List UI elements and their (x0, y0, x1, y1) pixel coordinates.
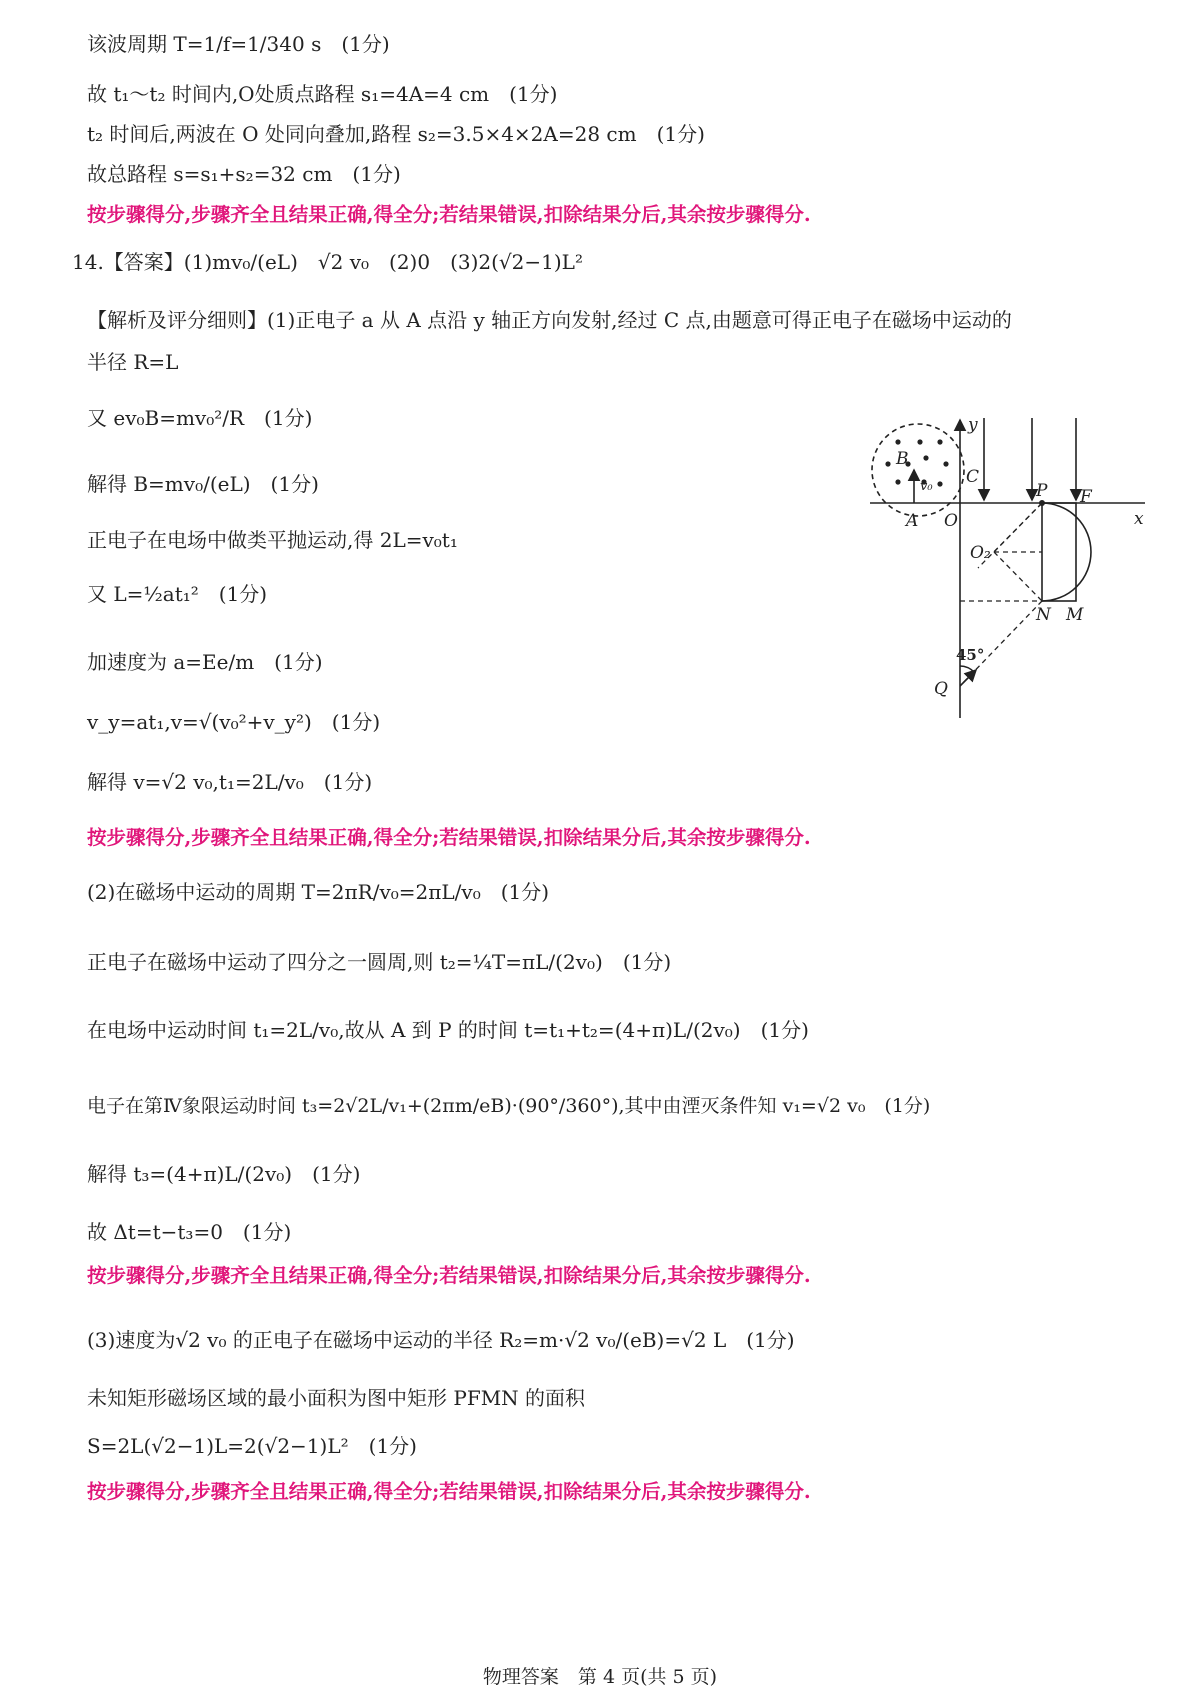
formula-line: 又 L=½at₁² (1分) (87, 582, 268, 606)
answer-line: 14.【答案】(1)mv₀/(eL) √2 v₀ (2)0 (3)2(√2−1)L² (72, 250, 583, 274)
analysis-heading: 【解析及评分细则】(1)正电子 a 从 A 点沿 y 轴正方向发射,经过 C 点,由题意可得正电子在磁场中运动的 (87, 308, 1012, 332)
label-angle: 45° (956, 646, 985, 664)
text-line: 正电子在电场中做类平抛运动,得 2L=v₀t₁ (87, 528, 458, 552)
text-line: 未知矩形磁场区域的最小面积为图中矩形 PFMN 的面积 (87, 1386, 586, 1410)
label-M: M (1066, 605, 1084, 625)
label-v0: v₀ (920, 479, 933, 494)
label-O: O (944, 511, 958, 531)
text-line: t₂ 时间后,两波在 O 处同向叠加,路程 s₂=3.5×4×2A=28 cm (1分) (87, 122, 705, 146)
scoring-note: 按步骤得分,步骤齐全且结果正确,得全分;若结果错误,扣除结果分后,其余按步骤得分. (87, 203, 811, 226)
physics-diagram (870, 418, 1150, 718)
scoring-note: 按步骤得分,步骤齐全且结果正确,得全分;若结果错误,扣除结果分后,其余按步骤得分. (87, 1264, 811, 1287)
label-B: B (896, 449, 909, 469)
label-A: A (906, 511, 919, 531)
scoring-note: 按步骤得分,步骤齐全且结果正确,得全分;若结果错误,扣除结果分后,其余按步骤得分. (87, 1480, 811, 1503)
formula-line: S=2L(√2−1)L=2(√2−1)L² (1分) (87, 1434, 417, 1458)
formula-line: 电子在第Ⅳ象限运动时间 t₃=2√2L/v₁+(2πm/eB)·(90°/360°),其中由湮灭条件知 v₁=√2 v₀ (1分) (87, 1095, 931, 1117)
trajectory-arc (1042, 503, 1091, 601)
formula-line: (3)速度为√2 v₀ 的正电子在磁场中运动的半径 R₂=m·√2 v₀/(eB)=√2 L (1分) (87, 1328, 795, 1352)
label-Q: Q (934, 679, 948, 699)
text-line: 该波周期 T=1/f=1/340 s (1分) (87, 32, 390, 56)
formula-line: (2)在磁场中运动的周期 T=2πR/v₀=2πL/v₀ (1分) (87, 880, 550, 904)
rectangle-PFMN (1042, 503, 1076, 601)
formula-line: v_y=at₁,v=√(v₀²+v_y²) (1分) (87, 710, 381, 734)
angle-arc (960, 666, 974, 672)
text-line: 故 t₁～t₂ 时间内,O处质点路程 s₁=4A=4 cm (1分) (87, 82, 558, 106)
formula-line: 加速度为 a=Ee/m (1分) (87, 650, 323, 674)
label-O2: O₂ (970, 543, 991, 563)
formula-line: 正电子在磁场中运动了四分之一圆周,则 t₂=¼T=πL/(2v₀) (1分) (87, 950, 672, 974)
label-F: F (1080, 487, 1092, 507)
formula-line: 解得 v=√2 v₀,t₁=2L/v₀ (1分) (87, 770, 373, 794)
velocity-arrow-Q (960, 670, 976, 686)
scoring-note: 按步骤得分,步骤齐全且结果正确,得全分;若结果错误,扣除结果分后,其余按步骤得分. (87, 826, 811, 849)
field-dots (885, 439, 948, 486)
formula-line: 解得 B=mv₀/(eL) (1分) (87, 472, 319, 496)
text-line: 半径 R=L (87, 350, 179, 374)
formula-line: 故 Δt=t−t₃=0 (1分) (87, 1220, 292, 1244)
label-C: C (966, 467, 980, 487)
formula-line: 解得 t₃=(4+π)L/(2v₀) (1分) (87, 1162, 361, 1186)
label-P: P (1036, 481, 1048, 501)
formula-line: 又 ev₀B=mv₀²/R (1分) (87, 406, 313, 430)
page-footer: 物理答案 第 4 页(共 5 页) (482, 1666, 718, 1688)
label-y: y (968, 418, 978, 435)
formula-line: 在电场中运动时间 t₁=2L/v₀,故从 A 到 P 的时间 t=t₁+t₂=(4+π)L/(2v₀) (1分) (87, 1018, 809, 1042)
label-N: N (1036, 605, 1051, 625)
text-line: 故总路程 s=s₁+s₂=32 cm (1分) (87, 162, 401, 186)
label-x: x (1134, 509, 1144, 529)
